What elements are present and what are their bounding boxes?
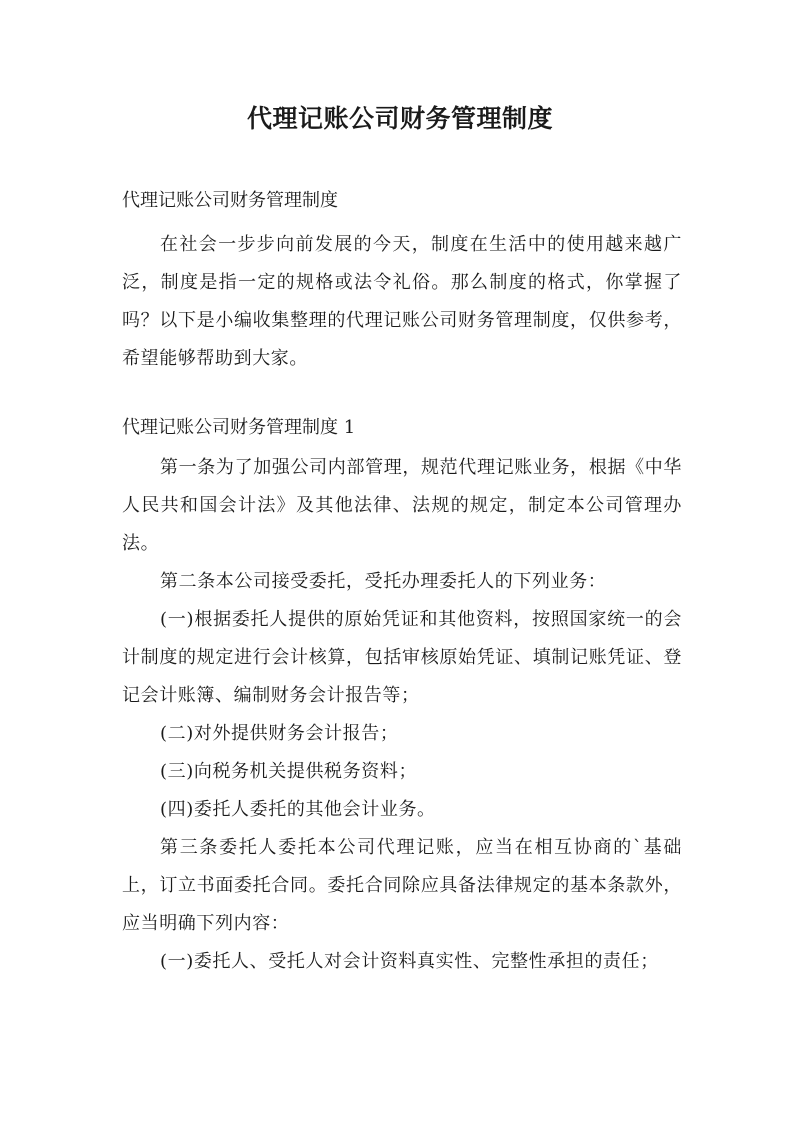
document-title: 代理记账公司财务管理制度 <box>246 104 553 133</box>
intro-body <box>122 226 682 378</box>
article-1-paragraph: 第一条为了加强公司内部管理，规范代理记账业务，根据《中华人民共和国会计法》及其他法律、法规的规定，制定本公司管理办法。 <box>122 457 682 554</box>
section-heading: 代理记账公司财务管理制度 1 <box>122 417 356 438</box>
article-3-item-1: (一)委托人、受托人对会计资料真实性、完整性承担的责任； <box>160 951 659 972</box>
article-3-paragraph: 第三条委托人委托本公司代理记账，应当在相互协商的`基础上，订立书面委托合同。委托合同除应具备法律规定的基本条款外，应当明确下列内容： <box>122 837 682 934</box>
article-2-item-4: (四)委托人委托的其他会计业务。 <box>160 799 436 820</box>
intro-paragraph: 在社会一步步向前发展的今天，制度在生活中的使用越来越广泛，制度是指一定的规格或法令礼俗。那么制度的格式，你掌握了吗？以下是小编收集整理的代理记账公司财务管理制度，仅供参考，希望能够帮助到大家。 <box>122 234 682 369</box>
intro-heading: 代理记账公司财务管理制度 <box>122 190 338 211</box>
article-2-paragraph: 第二条本公司接受委托，受托办理委托人的下列业务： <box>160 571 607 592</box>
section-body <box>122 449 682 981</box>
article-2-item-3: (三)向税务机关提供税务资料； <box>160 761 418 782</box>
article-2-item-2: (二)对外提供财务会计报告； <box>160 723 399 744</box>
article-2-item-1: (一)根据委托人提供的原始凭证和其他资料，按照国家统一的会计制度的规定进行会计核算，包括审核原始凭证、填制记账凭证、登记会计账簿、编制财务会计报告等； <box>122 609 682 706</box>
